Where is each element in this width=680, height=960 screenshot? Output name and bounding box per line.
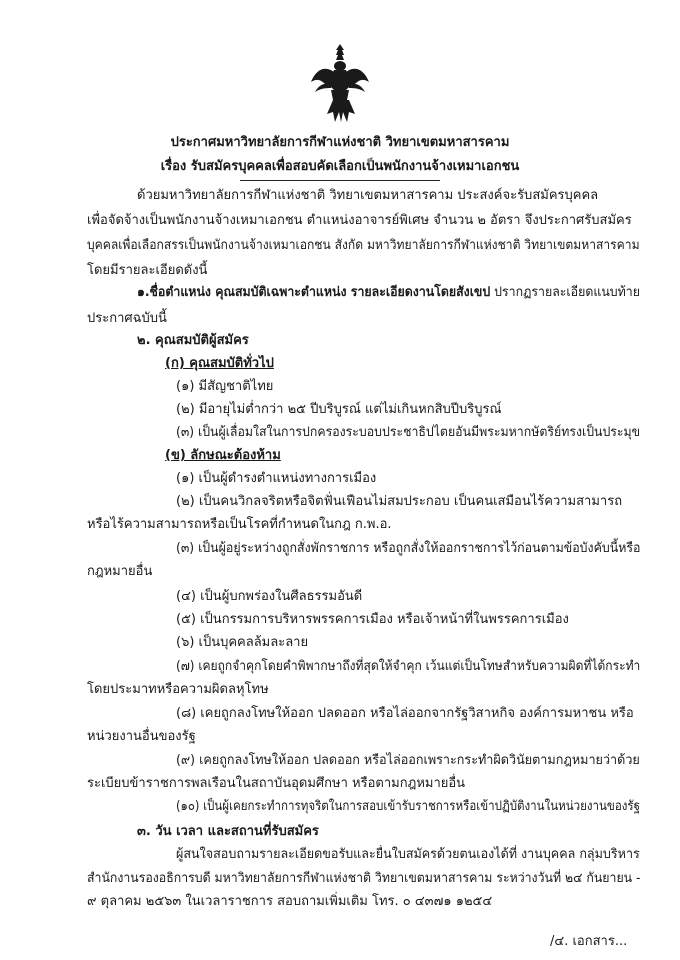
prohibited-item-2: (๒) เป็นคนวิกลจริตหรือจิตฟั่นเฟือนไม่สมประกอบ เป็นคนเสมือนไร้ความสามารถ (176, 494, 623, 509)
section-1-line-1 (137, 284, 640, 302)
announcement-title: ประกาศมหาวิทยาลัยการกีฬาแห่งชาติ วิทยาเขตมหาสารคาม (170, 135, 510, 150)
section-3-line-3: ๙ ตุลาคม ๒๕๖๓ ในเวลาราชการ สอบถามเพิ่มเติม โทร. ๐ ๔๓๗๑ ๑๒๕๔ (87, 894, 493, 909)
general-qualifications-heading: (ก) คุณสมบัติทั่วไป (165, 356, 274, 371)
section-1-heading-rest: ปรากฏรายละเอียดแนบท้าย (490, 285, 640, 300)
prohibited-item-3-cont: กฎหมายอื่น (87, 564, 153, 579)
prohibited-item-4: (๔) เป็นผู้บกพร่องในศีลธรรมอันดี (176, 589, 363, 604)
continued-marker: /๔. เอกสาร... (550, 934, 628, 949)
prohibited-item-1: (๑) เป็นผู้ดำรงตำแหน่งทางการเมือง (176, 471, 377, 486)
general-item-1: (๑) มีสัญชาติไทย (176, 379, 274, 394)
intro-line-1: ด้วยมหาวิทยาลัยการกีฬาแห่งชาติ วิทยาเขตมหาสารคาม ประสงค์จะรับสมัครบุคคล (137, 188, 599, 203)
prohibited-item-7: (๗) เคยถูกจำคุกโดยคำพิพากษาถึงที่สุดให้จำคุก เว้นแต่เป็นโทษสำหรับความผิดที่ได้กระทำ (176, 659, 641, 674)
intro-line-4: โดยมีรายละเอียดดังนี้ (87, 263, 208, 278)
general-item-3: (๓) เป็นผู้เลื่อมใสในการปกครองระบอบประชาธิปไตยอันมีพระมหากษัตริย์ทรงเป็นประมุข (176, 425, 641, 440)
title-divider (240, 180, 440, 181)
prohibited-heading: (ข) ลักษณะต้องห้าม (165, 448, 281, 463)
prohibited-item-10: (๑๐) เป็นผู้เคยกระทำการทุจริตในการสอบเข้ารับราชการหรือเข้าปฏิบัติงานในหน่วยงานของรัฐ (176, 799, 641, 814)
prohibited-item-9-cont: ระเบียบข้าราชการพลเรือนในสถาบันอุดมศึกษา หรือตามกฎหมายอื่น (87, 776, 466, 791)
section-3-line-1: ผู้สนใจสอบถามรายละเอียดขอรับและยื่นใบสมัครด้วยตนเองได้ที่ งานบุคคล กลุ่มบริหาร (176, 847, 640, 862)
prohibited-item-5: (๕) เป็นกรรมการบริหารพรรคการเมือง หรือเจ้าหน้าที่ในพรรคการเมือง (176, 612, 569, 627)
prohibited-item-9: (๙) เคยถูกลงโทษให้ออก ปลดออก หรือไล่ออกเพราะกระทำผิดวินัยตามกฎหมายว่าด้วย (176, 753, 640, 768)
intro-line-2: เพื่อจัดจ้างเป็นพนักงานจ้างเหมาเอกชน ตำแหน่งอาจารย์พิเศษ จำนวน ๒ อัตรา จึงประกาศรับสมัคร (87, 213, 632, 228)
prohibited-item-8: (๘) เคยถูกลงโทษให้ออก ปลดออก หรือไล่ออกจากรัฐวิสาหกิจ องค์การมหาชน หรือ (176, 706, 634, 721)
prohibited-item-8-cont: หน่วยงานอื่นของรัฐ (87, 729, 196, 744)
prohibited-item-2-cont: หรือไร้ความสามารถหรือเป็นโรคที่กำหนดในกฎ ก.พ.อ. (87, 517, 392, 532)
section-1-heading: ๑.ชื่อตำแหน่ง คุณสมบัติเฉพาะตำแหน่ง รายละเอียดงานโดยสังเขป (137, 285, 491, 300)
section-1-line-2: ประกาศฉบับนี้ (87, 311, 167, 326)
garuda-emblem (309, 42, 371, 124)
prohibited-item-6: (๖) เป็นบุคคลล้มละลาย (176, 635, 309, 650)
prohibited-item-3: (๓) เป็นผู้อยู่ระหว่างถูกสั่งพักราชการ หรือถูกสั่งให้ออกราชการไว้ก่อนตามข้อบังคับนี้หรือ (176, 541, 641, 556)
section-2-heading: ๒. คุณสมบัติผู้สมัคร (137, 333, 249, 348)
announcement-subject: เรื่อง รับสมัครบุคคลเพื่อสอบคัดเลือกเป็นพนักงานจ้างเหมาเอกชน (160, 159, 520, 174)
general-item-2: (๒) มีอายุไม่ต่ำกว่า ๒๕ ปีบริบูรณ์ แต่ไม่เกินหกสิบปีบริบูรณ์ (176, 402, 502, 417)
intro-line-3: บุคคลเพื่อเลือกสรรเป็นพนักงานจ้างเหมาเอกชน สังกัด มหาวิทยาลัยการกีฬาแห่งชาติ วิทยาเขตมหาสารคาม (87, 238, 640, 253)
prohibited-item-7-cont: โดยประมาทหรือความผิดลหุโทษ (87, 682, 269, 697)
section-3-heading: ๓. วัน เวลา และสถานที่รับสมัคร (137, 824, 319, 839)
section-3-line-2: สำนักงานรองอธิการบดี มหาวิทยาลัยการกีฬาแห่งชาติ วิทยาเขตมหาสารคาม ระหว่างวันที่ ๒๔ กันยายน - (87, 871, 641, 886)
